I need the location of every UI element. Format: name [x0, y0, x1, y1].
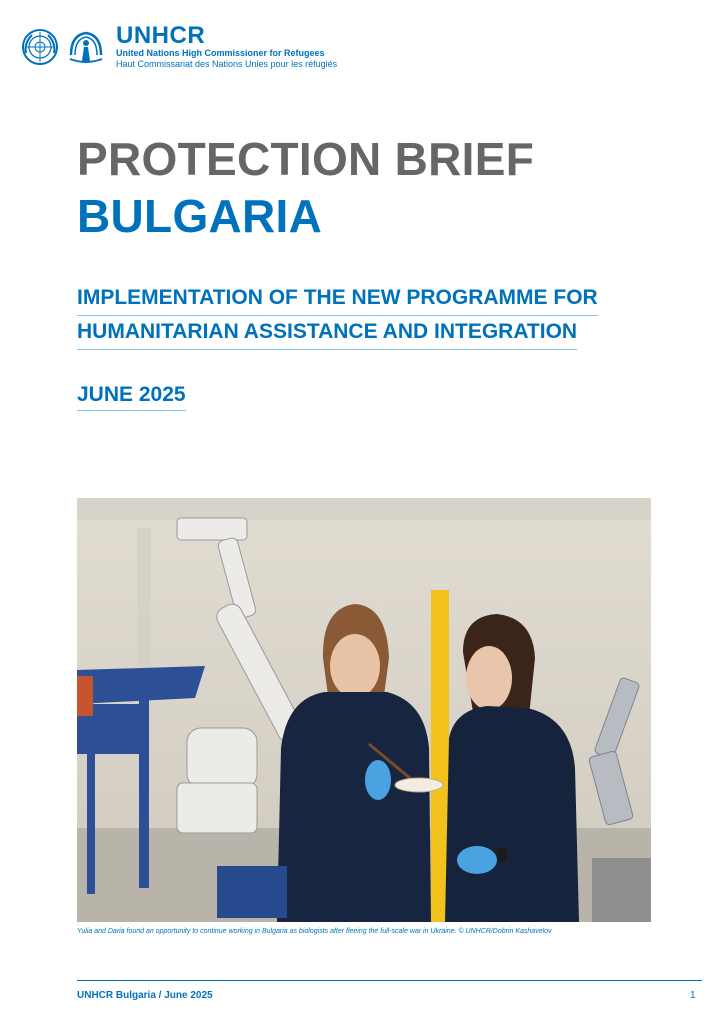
- title-line-1: PROTECTION BRIEF: [77, 133, 535, 185]
- logo-text-block: [116, 24, 337, 70]
- photo-caption: Yulia and Daria found an opportunity to continue working in Bulgaria as biologists after fleeing the full-scale war in Ukraine. © UNHCR/Dobrin Kashavelov: [77, 928, 552, 935]
- report-date: JUNE 2025: [77, 381, 186, 411]
- un-emblem-icon: [20, 27, 60, 67]
- title-line-2: BULGARIA: [77, 190, 323, 242]
- subtitle: [77, 282, 637, 350]
- subtitle-line-1: IMPLEMENTATION OF THE NEW PROGRAMME FOR: [77, 282, 598, 316]
- page-number: 1: [690, 990, 696, 1001]
- org-name-fr: Haut Commissariat des Nations Unies pour les réfugiés: [116, 59, 338, 69]
- org-name: UNHCR: [116, 22, 206, 49]
- subtitle-line-2: HUMANITARIAN ASSISTANCE AND INTEGRATION: [77, 316, 577, 350]
- unhcr-emblem-icon: [66, 27, 106, 67]
- unhcr-logo: [20, 24, 337, 70]
- footer-label: UNHCR Bulgaria / June 2025: [77, 990, 213, 1001]
- org-name-en: United Nations High Commissioner for Refugees: [116, 48, 325, 58]
- cover-photo: [77, 498, 651, 922]
- footer-divider: [77, 980, 702, 981]
